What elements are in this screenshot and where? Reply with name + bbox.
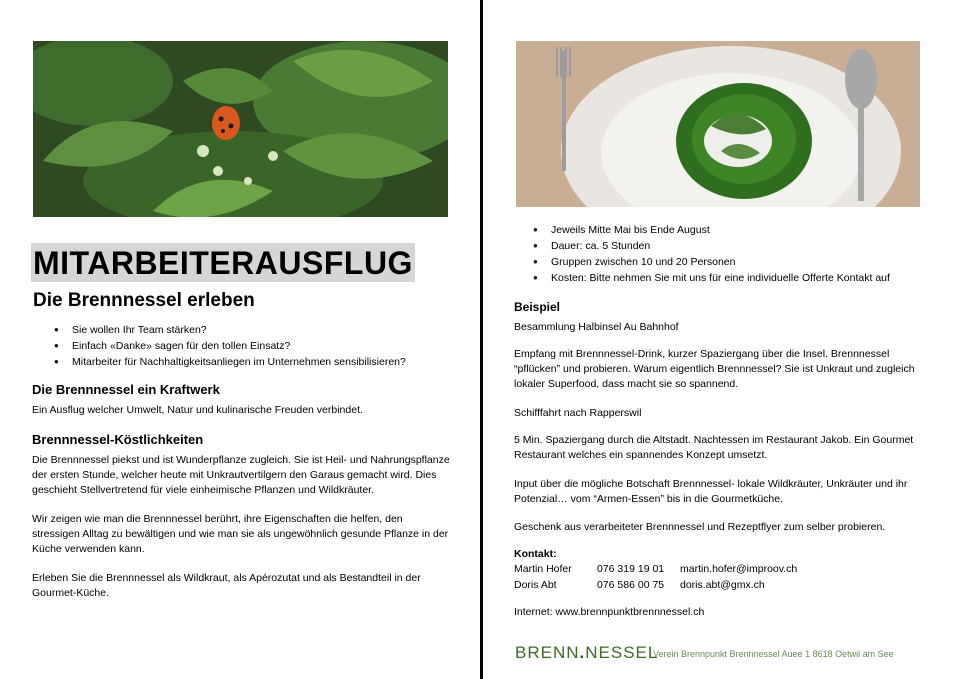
contact-name: Martin Hofer	[514, 563, 572, 575]
list-item: ● Dauer: ca. 5 Stunden	[533, 238, 890, 254]
list-item: ● Gruppen zwischen 10 und 20 Personen	[533, 254, 890, 270]
paragraph: Geschenk aus verarbeiteter Brennnessel und Rezeptflyer zum selber probieren.	[514, 521, 886, 533]
facts-bullet-list	[533, 222, 890, 286]
paragraph: Die Brennnessel piekst und ist Wunderpflanze zugleich. Sie ist Heil- und Nahrungspflanze der ersten Stunde, welcher heute mit Unkrautvertilgern den Garaus gemacht wird. Dies geschieht Stellvertretend für viele einheimische Pflanzen und Wildkräuter.	[32, 454, 450, 496]
paragraph: Input über die mögliche Botschaft Brennnessel- lokale Wildkräuter, Unkräuter und ihr Potenzial… vom “Armen-Essen” bis in die Gourmetküche.	[514, 478, 908, 505]
left-page	[0, 0, 480, 679]
page-title: MITARBEITERAUSFLUG	[33, 245, 413, 281]
logo-text: BRENN	[515, 643, 580, 662]
paragraph: 5 Min. Spaziergang durch die Altstadt. Nachtessen im Restaurant Jakob. Ein Gourmet Restaurant welches ein spannendes Konzept umsetzt.	[514, 434, 914, 461]
section-text-kraftwerk: Ein Ausflug welcher Umwelt, Natur und kulinarische Freuden verbindet.	[32, 404, 363, 416]
list-item: ● Einfach «Danke» sagen für den tollen Einsatz?	[54, 338, 406, 354]
page-subtitle: Die Brennnessel erleben	[33, 290, 255, 311]
right-page	[483, 0, 961, 679]
section-heading-koestlichkeiten: Brennnessel-Köstlichkeiten	[32, 432, 204, 447]
footer-address: Verein Brennpunkt Brennnessel Auee 1 8618 Oetwil am See	[653, 649, 894, 659]
list-item: ● Sie wollen Ihr Team stärken?	[54, 322, 406, 338]
contact-email-link[interactable]: doris.abt@gmx.ch	[680, 579, 765, 591]
example-heading: Beispiel	[514, 300, 561, 314]
list-item: ● Mitarbeiter für Nachhaltigkeitsanliegen im Unternehmen sensibilisieren?	[54, 354, 406, 370]
section-heading-kraftwerk: Die Brennnessel ein Kraftwerk	[32, 382, 220, 397]
paragraph: Wir zeigen wie man die Brennnessel berührt, ihre Eigenschaften die helfen, den stressigen Alltag zu bewältigen und wie man sie als ungewöhnlich gesunde Pflanze in der Küche verwenden kann.	[32, 513, 449, 555]
contact-heading: Kontakt:	[514, 548, 557, 560]
list-item: ● Jeweils Mitte Mai bis Ende August	[533, 222, 890, 238]
paragraph: Erleben Sie die Brennnessel als Wildkraut, als Apérozutat und als Bestandteil in der Gourmet-Küche.	[32, 572, 421, 599]
paragraph: Schifffahrt nach Rapperswil	[514, 407, 642, 419]
logo-dot: .	[579, 643, 586, 662]
contact-email-link[interactable]: martin.hofer@improov.ch	[680, 563, 798, 575]
paragraph: Besammlung Halbinsel Au Bahnhof	[514, 321, 679, 333]
ladybug-icon	[212, 106, 240, 140]
contact-phone: 076 319 19 01	[597, 563, 665, 575]
intro-bullet-list	[54, 322, 406, 370]
paragraph: Empfang mit Brennnessel-Drink, kurzer Spaziergang über die Insel. Brennnessel “pflücken” und probieren. Warum eigentlich Brennnessel? Sie ist Unkraut und zugleich lokaler Superfood, dass macht sie so spannend.	[514, 348, 915, 390]
nettle-dish-photo	[516, 41, 920, 207]
spoon-icon	[845, 49, 877, 109]
website-link[interactable]: Internet: www.brennpunktbrennnessel.ch	[514, 606, 705, 618]
list-item: ● Kosten: Bitte nehmen Sie mit uns für eine individuelle Offerte Kontakt auf	[533, 270, 890, 286]
logo-text: NESSEL	[585, 643, 659, 662]
contact-name: Doris Abt	[514, 579, 557, 591]
contact-phone: 076 586 00 75	[597, 579, 665, 591]
nettle-ladybug-photo	[33, 41, 448, 217]
brennnessel-logo	[515, 643, 658, 663]
